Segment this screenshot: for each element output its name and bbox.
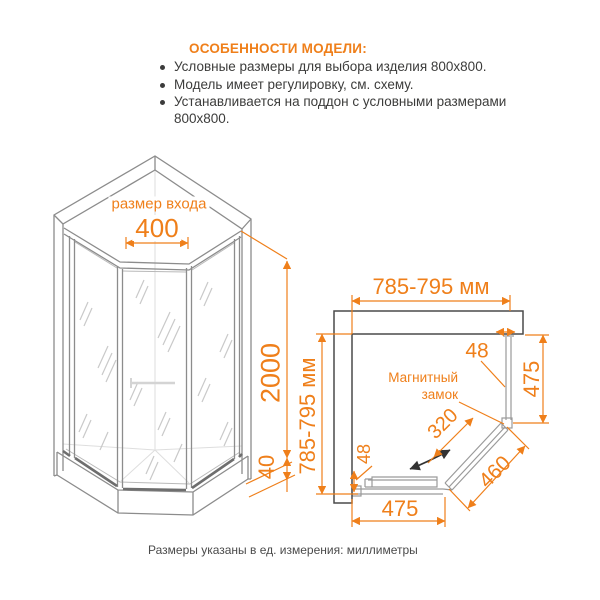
plan-width-left-value: 785-795 мм bbox=[295, 357, 320, 475]
feature-text: Устанавливается на поддон с условными размерами 800x800. bbox=[174, 94, 507, 126]
door-slide-arrow bbox=[410, 450, 450, 469]
lock-label-line1: Магнитный bbox=[388, 370, 458, 385]
sliding-door-panel bbox=[365, 477, 437, 487]
feature-text: Модель имеет регулировку, см. схему. bbox=[174, 76, 414, 92]
side-bottom-value: 475 bbox=[381, 496, 419, 521]
entrance-width-value: 400 bbox=[132, 215, 181, 241]
door-width-value: 320 bbox=[423, 404, 463, 444]
lock-label-line2: замок bbox=[421, 387, 458, 402]
plan-view-drawing bbox=[316, 295, 549, 527]
page-title: ОСОБЕННОСТИ МОДЕЛИ: bbox=[189, 41, 367, 56]
feature-text: Условные размеры для выбора изделия 800x800. bbox=[174, 59, 487, 74]
profile-top-value: 48 bbox=[465, 339, 489, 363]
plan-dimension-lines bbox=[316, 295, 549, 527]
profile-bottom-value: 48 bbox=[354, 443, 374, 465]
magnetic-lock-label bbox=[380, 369, 458, 403]
tray-height-value: 40 bbox=[254, 454, 279, 480]
bottom-glass-panel bbox=[352, 489, 452, 494]
units-note: Размеры указаны в ед. измерения: миллиметры bbox=[148, 543, 418, 557]
side-right-value: 475 bbox=[519, 360, 544, 398]
right-glass-panel bbox=[503, 336, 514, 420]
diagonal-value: 460 bbox=[474, 451, 516, 493]
door-handle bbox=[131, 378, 175, 388]
plan-width-top-value: 785-795 мм bbox=[372, 274, 490, 299]
entrance-size-label: размер входа bbox=[109, 197, 210, 212]
lock-leader-line bbox=[459, 402, 504, 424]
height-value: 2000 bbox=[255, 342, 286, 404]
